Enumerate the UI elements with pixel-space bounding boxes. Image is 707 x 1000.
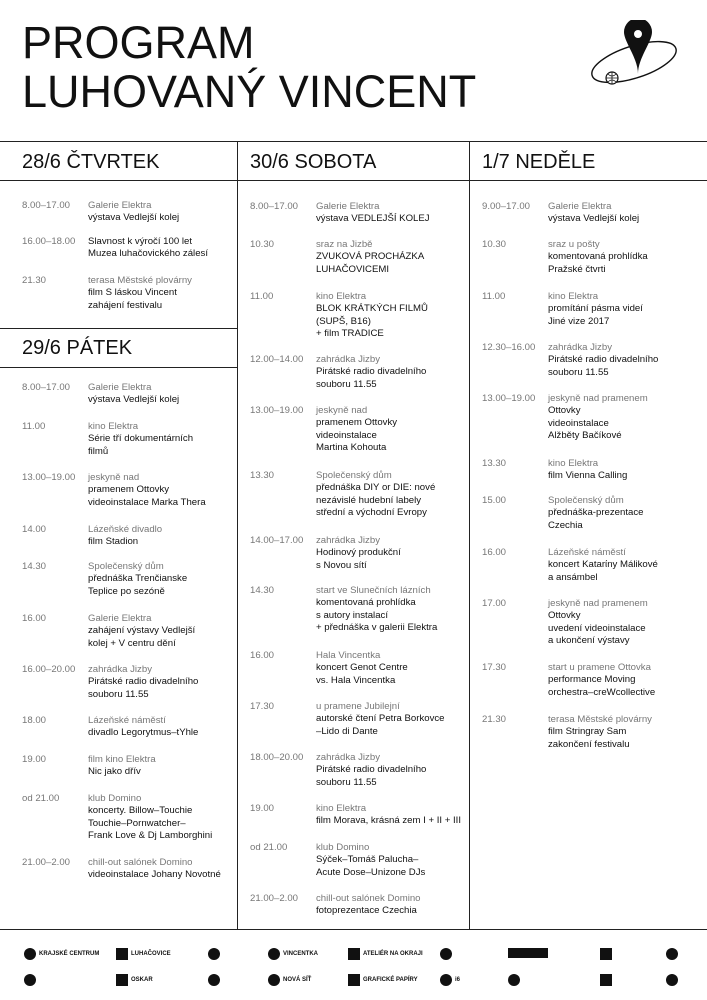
event-description: + přednáška v galerii Elektra — [316, 622, 438, 634]
event-description: Pirátské radio divadelního — [548, 354, 659, 366]
columns-logo — [116, 948, 171, 960]
event-description: + film TRADICE — [316, 328, 384, 340]
event-time: 13.30 — [482, 458, 507, 469]
event-venue: jeskyně nad — [316, 405, 368, 416]
event-venue: Galerie Elektra — [548, 201, 612, 212]
event-venue: chill-out salónek Domino — [88, 857, 193, 868]
event-description: Jiné vize 2017 — [548, 315, 610, 327]
event-description: Alžběty Bačíkové — [548, 430, 622, 442]
event-venue: jeskyně nad — [88, 472, 140, 483]
event-description: filmů — [88, 445, 109, 457]
fox-logo-mark — [600, 948, 612, 960]
event-time: 19.00 — [22, 754, 47, 765]
nova-sit-logo — [268, 974, 311, 986]
event-time: 9.00–17.00 — [482, 201, 531, 212]
event-venue: terasa Městské plovárny — [548, 714, 652, 725]
event-description: pramenem Ottovky — [316, 417, 398, 429]
event-description: videoinstalace Johany Novotné — [88, 869, 221, 881]
event-venue: jeskyně nad pramenem — [548, 598, 648, 609]
event-time: 18.00 — [22, 715, 47, 726]
title-line-1: PROGRAM — [22, 17, 255, 68]
event-description: souboru 11.55 — [316, 776, 377, 788]
day-heading-thursday: 28/6 ČTVRTEK — [22, 151, 160, 173]
event-description: –Lido di Dante — [316, 725, 378, 737]
event-description: film S láskou Vincent — [88, 287, 177, 299]
oskar-logo — [116, 974, 153, 986]
event-description: Pirátské radio divadelního — [88, 676, 199, 688]
event-venue: start ve Slunečních lázních — [316, 585, 431, 596]
sponsor-label: NOVÁ SÍŤ — [283, 977, 312, 983]
event-description: koncert Katarίny Málikové — [548, 559, 658, 571]
event-description: střední a východní Evropy — [316, 507, 427, 519]
m-circle-logo — [666, 948, 678, 960]
daily-logo-mark — [600, 974, 612, 986]
event-venue: Společenský dům — [88, 561, 164, 572]
event-description: Sýček–Tomáš Palucha– — [316, 854, 419, 866]
event-description: výstava Vedlejší kolej — [88, 394, 180, 406]
c-circle-logo — [24, 948, 99, 960]
event-description: uvedení videoinstalace — [548, 622, 646, 634]
event-venue: kino Elektra — [316, 803, 367, 814]
event-venue: film kino Elektra — [88, 754, 156, 765]
event-description: výstava VEDLEJŠÍ KOLEJ — [316, 213, 430, 225]
event-time: 13.00–19.00 — [22, 472, 76, 483]
black-bar-logo — [508, 948, 548, 958]
event-description: ZVUKOVÁ PROCHÁZKA — [316, 251, 425, 263]
event-venue: zahrádka Jizby — [316, 354, 380, 365]
event-time: 16.00 — [250, 650, 275, 661]
event-description: Ottovky — [548, 610, 581, 622]
event-time: 17.00 — [482, 598, 507, 609]
event-time: 19.00 — [250, 803, 275, 814]
event-venue: klub Domino — [88, 793, 142, 804]
event-venue: zahrádka Jizby — [88, 664, 152, 675]
event-time: 14.00–17.00 — [250, 535, 304, 546]
event-venue: chill-out salónek Domino — [316, 893, 421, 904]
bus-logo — [24, 974, 36, 986]
column-divider-2 — [469, 141, 470, 929]
event-time: 17.30 — [250, 701, 275, 712]
page-title — [22, 18, 476, 116]
event-description: s Novou sítí — [316, 559, 367, 571]
event-description: komentovaná prohlídka — [548, 251, 648, 263]
event-venue: sraz na Jizbě — [316, 239, 373, 250]
event-venue: Lázeňské divadlo — [88, 524, 163, 535]
event-description: vs. Hala Vincentka — [316, 674, 396, 686]
event-time: 13.00–19.00 — [250, 405, 304, 416]
event-time: 10.30 — [482, 239, 507, 250]
event-description: Série tří dokumentárních — [88, 433, 194, 445]
event-time: 18.00–20.00 — [250, 752, 304, 763]
event-time: 16.00–18.00 — [22, 236, 76, 247]
arrows-logo-mark — [348, 948, 360, 960]
event-description: autorské čtení Petra Borkovce — [316, 713, 445, 725]
event-description: Touchie–Pornwatcher– — [88, 817, 186, 829]
sponsor-label: i6 — [455, 977, 461, 983]
event-description: nezávislé hudební labely — [316, 494, 422, 506]
event-venue: Galerie Elektra — [316, 201, 380, 212]
event-description: výstava Vedlejší kolej — [88, 212, 180, 224]
event-description: videoinstalace — [316, 429, 377, 441]
event-description: Muzea luhačovického zálesí — [88, 248, 208, 260]
event-time: 11.00 — [482, 291, 506, 302]
bottom-right-logo-mark — [666, 974, 678, 986]
bus-logo-mark — [24, 974, 36, 986]
event-description: Ottovky — [548, 405, 581, 417]
footer-rule — [0, 929, 707, 930]
event-time: 16.00 — [482, 547, 507, 558]
w-circle-logo — [440, 948, 452, 960]
event-description: s autory instalací — [316, 609, 388, 621]
event-description: (SUPŠ, B16) — [316, 315, 371, 327]
event-description: souboru 11.55 — [548, 366, 609, 378]
header-rule — [0, 141, 707, 142]
event-venue: Hala Vincentka — [316, 650, 381, 661]
event-time: 12.30–16.00 — [482, 342, 536, 353]
event-time: od 21.00 — [22, 793, 60, 804]
event-venue: zahrádka Jizby — [548, 342, 612, 353]
event-description: koncerty. Billow–Touchie — [88, 805, 193, 817]
event-description: videoinstalace — [548, 417, 609, 429]
sponsor-label: ATELIÉR NA OKRAJI — [363, 951, 423, 957]
event-description: a ansámbel — [548, 571, 598, 583]
sponsor-label: LUHAČOVICE — [131, 951, 171, 957]
event-venue: Společenský dům — [316, 470, 392, 481]
event-description: souboru 11.55 — [88, 688, 149, 700]
bottle-logo — [268, 948, 318, 960]
event-description: film Stringray Sam — [548, 726, 627, 738]
day-separator — [0, 328, 237, 329]
event-description: kolej + V centru dění — [88, 637, 176, 649]
event-description: film Morava, krásná zem I + II + III — [316, 815, 462, 827]
i6-logo-mark — [440, 974, 452, 986]
event-description: videoinstalace Marka Thera — [88, 496, 206, 508]
event-time: 21.00–2.00 — [22, 857, 71, 868]
event-description: Teplice po sezóně — [88, 585, 165, 597]
day-rule — [0, 367, 237, 368]
event-time: 17.30 — [482, 662, 507, 673]
event-venue: terasa Městské plovárny — [88, 275, 192, 286]
column-divider-1 — [237, 141, 238, 929]
event-description: koncert Genot Centre — [316, 662, 408, 674]
square-logo-mark — [508, 974, 520, 986]
event-description: pramenem Ottovky — [88, 484, 170, 496]
daily-logo — [600, 974, 612, 986]
event-venue: Lázeňské náměstí — [548, 547, 626, 558]
crest-logo — [208, 948, 220, 960]
event-time: 16.00–20.00 — [22, 664, 76, 675]
event-venue: klub Domino — [316, 842, 370, 853]
papers-logo-mark — [348, 974, 360, 986]
event-description: souboru 11.55 — [316, 378, 377, 390]
sponsor-logos — [0, 940, 707, 1000]
event-time: 8.00–17.00 — [250, 201, 299, 212]
event-time: 13.00–19.00 — [482, 393, 536, 404]
crest-logo-mark — [208, 948, 220, 960]
title-line-2: LUHOVANÝ VINCENT — [22, 66, 477, 117]
black-bar-logo-mark — [508, 948, 548, 958]
event-venue: u pramene Jubilejní — [316, 701, 400, 712]
oskar-logo-mark — [116, 974, 128, 986]
event-time: 11.00 — [22, 421, 46, 432]
event-venue: Galerie Elektra — [88, 613, 152, 624]
event-description: přednáška-prezentace — [548, 507, 644, 519]
event-description: Pirátské radio divadelního — [316, 366, 427, 378]
event-description: Pirátské radio divadelního — [316, 764, 427, 776]
arrows-logo — [348, 948, 423, 960]
event-venue: start u pramene Ottovka — [548, 662, 651, 673]
columns-logo-mark — [116, 948, 128, 960]
day-heading-friday: 29/6 PÁTEK — [22, 337, 133, 359]
event-venue: Společenský dům — [548, 495, 624, 506]
event-description: výstava Vedlejší kolej — [548, 213, 640, 225]
event-time: 11.00 — [250, 291, 274, 302]
map-pin-planet-icon — [584, 20, 684, 100]
event-description: film Stadion — [88, 536, 139, 548]
event-time: 12.00–14.00 — [250, 354, 304, 365]
w-circle-logo-mark — [440, 948, 452, 960]
day-rule — [237, 180, 469, 181]
event-time: od 21.00 — [250, 842, 288, 853]
papers-logo — [348, 974, 418, 986]
event-venue: zahrádka Jizby — [316, 752, 380, 763]
event-venue: Lázeňské náměstí — [88, 715, 166, 726]
bottle-logo-mark — [268, 948, 280, 960]
event-description: zakončení festivalu — [548, 738, 630, 750]
i6-logo — [440, 974, 460, 986]
event-description: BLOK KRÁTKÝCH FILMŮ — [316, 303, 428, 315]
event-time: 8.00–17.00 — [22, 382, 71, 393]
event-description: Nic jako dřív — [88, 766, 141, 778]
event-time: 10.30 — [250, 239, 275, 250]
event-description: film Vienna Calling — [548, 470, 628, 482]
sponsor-label: KRAJSKÉ CENTRUM — [39, 951, 100, 957]
event-description: Czechia — [548, 519, 583, 531]
day-heading-saturday: 30/6 SOBOTA — [250, 151, 377, 173]
event-venue: jeskyně nad pramenem — [548, 393, 648, 404]
event-description: zahájení festivalu — [88, 299, 163, 311]
event-venue: zahrádka Jizby — [316, 535, 380, 546]
sponsor-label: OSKAR — [131, 977, 153, 983]
event-description: Frank Love & Dj Lamborghini — [88, 830, 213, 842]
event-description: promítání pásma videí — [548, 303, 643, 315]
m-circle-logo-mark — [666, 948, 678, 960]
event-description: Slavnost k výročí 100 let — [88, 236, 192, 247]
event-time: 8.00–17.00 — [22, 200, 71, 211]
nova-sit-logo-mark — [268, 974, 280, 986]
sponsor-label: VINCENTKA — [283, 951, 319, 957]
event-venue: kino Elektra — [548, 458, 599, 469]
c-circle-logo-mark — [24, 948, 36, 960]
event-description: Acute Dose–Unizone DJs — [316, 866, 426, 878]
square-logo — [508, 974, 520, 986]
event-time: 21.30 — [482, 714, 507, 725]
fox-logo — [600, 948, 612, 960]
event-time: 14.30 — [250, 585, 275, 596]
event-description: fotoprezentace Czechia — [316, 905, 417, 917]
event-venue: kino Elektra — [548, 291, 599, 302]
event-time: 13.30 — [250, 470, 275, 481]
day-heading-sunday: 1/7 NEDĚLE — [482, 151, 596, 173]
event-venue: kino Elektra — [316, 291, 367, 302]
pill-logo — [208, 974, 220, 986]
event-description: a ukončení výstavy — [548, 635, 630, 647]
day-rule — [469, 180, 707, 181]
event-description: performance Moving — [548, 674, 636, 686]
event-venue: sraz u pošty — [548, 239, 600, 250]
event-time: 15.00 — [482, 495, 507, 506]
event-description: Pražské čtvrti — [548, 263, 606, 275]
event-description: orchestra–creWcollective — [548, 686, 656, 698]
event-description: komentovaná prohlídka — [316, 597, 416, 609]
event-time: 16.00 — [22, 613, 47, 624]
event-description: Martina Kohouta — [316, 442, 387, 454]
event-time: 14.00 — [22, 524, 47, 535]
event-time: 21.30 — [22, 275, 47, 286]
event-description: LUHAČOVICEMI — [316, 263, 390, 275]
event-description: divadlo Legorytmus–tYhle — [88, 727, 199, 739]
event-description: přednáška DIY or DIE: nové — [316, 482, 436, 494]
event-description: přednáška Trenčianske — [88, 573, 188, 585]
event-venue: kino Elektra — [88, 421, 139, 432]
pill-logo-mark — [208, 974, 220, 986]
event-time: 14.30 — [22, 561, 47, 572]
bottom-right-logo — [666, 974, 678, 986]
day-rule — [0, 180, 237, 181]
sponsor-label: GRAFICKÉ PAPÍRY — [363, 977, 418, 983]
event-venue: Galerie Elektra — [88, 382, 152, 393]
event-venue: Galerie Elektra — [88, 200, 152, 211]
event-description: zahájení výstavy Vedlejší — [88, 625, 196, 637]
event-description: Hodinový produkční — [316, 547, 401, 559]
event-time: 21.00–2.00 — [250, 893, 299, 904]
